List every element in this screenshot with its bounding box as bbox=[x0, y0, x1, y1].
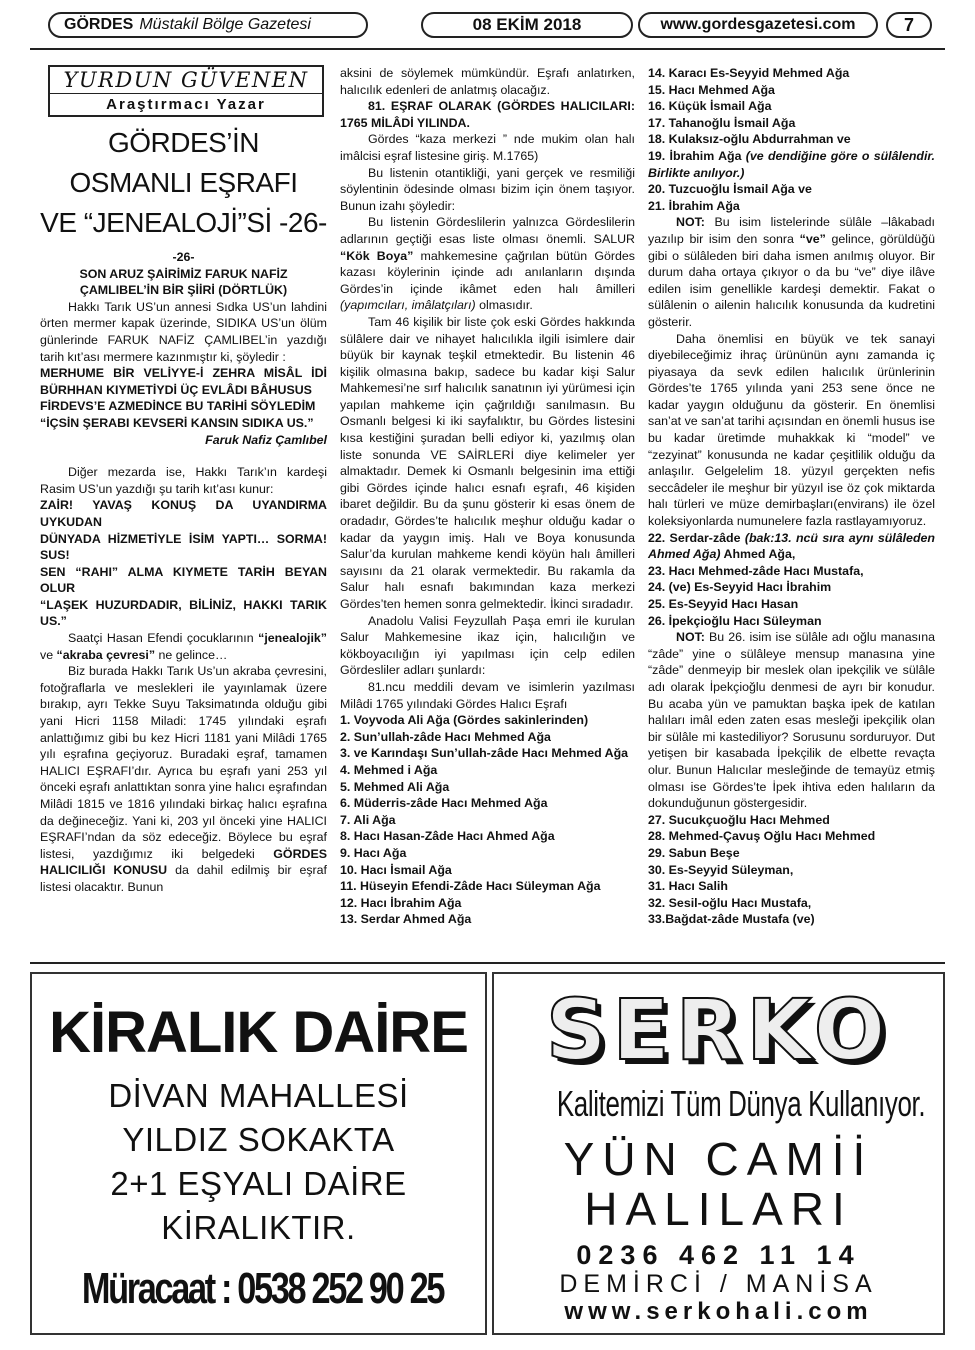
poem-line: SEN “RAHI” ALMA KIYMETE TARİH BEYAN OLUR bbox=[40, 564, 327, 596]
list-item: 4. Mehmed i Ağa bbox=[340, 762, 438, 777]
list-item: 5. Mehmed Ali Ağa bbox=[340, 779, 450, 794]
list-item bbox=[648, 530, 935, 563]
paper-tagline: Müstakil Bölge Gazetesi bbox=[139, 16, 311, 33]
poem-line: MERHUME BİR VELİYYE-İ ZEHRA MİSÂL İDİ BÜRHHAN KIYMETİYDİ ÜÇ EVLÂDI BÂHUSUS bbox=[40, 366, 327, 397]
masthead-name bbox=[48, 12, 368, 38]
paragraph: Tam 46 kişilik bir liste çok eski Gördes hakkında sülâlere dair ve nihayet halıcılıkla ilgili isimlere dair büyük bir kaynak teşkil etmektedir. Bu listenin 46 kişilik olmasına bakıp, sadece bu kadar kişi Salur Mahkemesi’ne sırf halıcılık sanatının iyi yürümesi için yapılan mahkeme için çağrıldığı sanılmasın. Bu Osmanlı belgesi ki iki sayfalıktır, bu Gördes listesini kısa kestiğini şuradan belli ediyor ki, yazılmış olan liste sonunda VE SAİRLERİ diye kelimeler yer almaktadır. Demek ki Osmanlı belgesinin ima ettiği gibi Gördes içinde halıcı esnafı eşrafı, 46 kişiden ibaret değildir. Bu da şunu gösterir ki esas önem de oradadır, Gördes’te halıcılık meşhur olduğu kadar o kadar da yaygın imiş. Halı ve Boya konusunda Salur’da kurulan mahkeme kendi köyün halı âmilleri sayısını da 21 olarak vermektedir. Bu rakamla da Salur halı esnafı bakımından kaza merkezi Gördes’ten hemen sonra gelmektedir. İkinci sıradadır. bbox=[340, 314, 635, 611]
paper-name: GÖRDES bbox=[64, 16, 134, 33]
serko-ad bbox=[492, 972, 945, 1335]
list-item: 17. Tahanoğlu İsmail Ağa bbox=[648, 115, 796, 130]
poem-author: Faruk Nafiz Çamlıbel bbox=[205, 432, 327, 447]
article-column-2 bbox=[340, 65, 635, 928]
poem-line: “LAŞEK HUZURDADIR, BİLİNİZ, HAKKI TARIK US.” bbox=[40, 597, 327, 629]
list-item: 25. Es-Seyyid Hacı Hasan bbox=[648, 597, 799, 611]
list-item bbox=[648, 148, 935, 181]
list-item: 11. Hüseyin Efendi-Zâde Hacı Süleyman Ağa bbox=[340, 879, 601, 894]
header-rule bbox=[30, 48, 945, 50]
text-run: (yapımcıları, imâlatçıları) bbox=[340, 298, 476, 313]
paragraph bbox=[40, 630, 327, 663]
section-number: -26- bbox=[172, 250, 195, 264]
serko-phone: 0236 462 11 14 bbox=[576, 1240, 861, 1270]
author-role: Araştırmacı Yazar bbox=[106, 96, 266, 113]
list-item: 3. ve Karındaşı Sun’ullah-zâde Hacı Mehmed Ağa bbox=[340, 746, 629, 761]
text-run: “ve” bbox=[799, 231, 826, 246]
serko-line: YÜN CAMİİ bbox=[563, 1133, 874, 1185]
serko-line: HALILARI bbox=[584, 1183, 853, 1235]
serko-website: www.serkohali.com bbox=[564, 1298, 873, 1325]
article-headline bbox=[40, 123, 327, 243]
list-item: 7. Ali Ağa bbox=[340, 812, 396, 827]
list-item: 21. İbrahim Ağa bbox=[648, 198, 740, 213]
paragraph: aksini de söylemek mümkündür. Eşrafı anlatırken, halıcılık edenleri de anlatmış olacağız. bbox=[340, 66, 635, 97]
list-item: 9. Hacı Ağa bbox=[340, 845, 407, 860]
text-run: “jenealojik” bbox=[258, 631, 327, 646]
text-run: Bu listenin Gördeslilerin yalnızca Gördeslilerin adlarının geçtiği esas liste olması önemli. SALUR bbox=[340, 215, 635, 246]
poem-line: FİRDEVS’E AZMEDİNCE BU TARİHİ SÖYLEDİM bbox=[40, 399, 316, 414]
list-item: 24. (ve) Es-Seyyid Hacı İbrahim bbox=[648, 580, 832, 595]
page-number: 7 bbox=[886, 12, 932, 38]
poem-line: ZAİR! YAVAŞ KONUŞ DA UYANDIRMA UYKUDAN bbox=[40, 498, 327, 529]
text-run: Biz burada Hakkı Tarık Us’un akraba çevresini, fotoğraflarla ve meslekleri ile yayınlamak üzere bırakıp, ayrı Tekke Suyu Taksimatında olduğu gibi yani Hicri 1158 Miladi: 1745 yılındaki eşrafı anlattığımız gibi bu kez Hicri 1181 yani Milâdi 1765 yılı eşrafına geçiyoruz. Buradaki eşraf, tamamen HALICI EŞRAFI’dır. Ayrıca bu eşrafı yani 253 yıl önceki eşrafı anlattıktan sonra yine halıcı eşrafından Milâdi 1815 ve 1816 yılındaki birkaç halıcı eşrafına da değineceğiz. Yani ki, 203 yıl önceki yine HALICI EŞRAFI’ndan da söz edeceğiz. Böylece bu eşraf listesi, yazdığımız iki belgedeki bbox=[40, 664, 327, 861]
rental-ad-line: 2+1 EŞYALI DAİRE bbox=[110, 1165, 407, 1202]
list-item: 31. Hacı Salih bbox=[648, 879, 728, 894]
article-column-1 bbox=[40, 65, 327, 896]
paragraph: Bu listenin otantikliği, yani gerçek ve resmiliği söylentinin ödesinde olması bizim için önem taşıyor. Bunun izahı şöyledir: bbox=[340, 165, 635, 213]
headline-line: GÖRDES’İN bbox=[107, 127, 260, 158]
paragraph: Gördes “kaza merkezi ” nde mukim olan halı imâlcisi eşraf listesine giriş. M.1765) bbox=[340, 132, 635, 163]
list-item: 28. Mehmed-Çavuş Oğlu Hacı Mehmed bbox=[648, 829, 876, 844]
text-run: mahkemesine çağrılan bütün Gördes kazası köylerinin içinde adı anılanların dışında Gördes’in içinde ikâmet eden halı âmilleri bbox=[340, 248, 635, 296]
list-item: 32. Sesil-oğlu Hacı Mustafa, bbox=[648, 895, 812, 910]
list-item: 8. Hacı Hasan-Zâde Hacı Ahmed Ağa bbox=[340, 829, 555, 844]
list-item: 15. Hacı Mehmed Ağa bbox=[648, 82, 775, 97]
section-heading: 81. EŞRAF OLARAK (GÖRDES HALICILARI: 1765 MİLÂDİ YILINDA. bbox=[340, 99, 635, 130]
text-run: gelince, görüldüğü gibi o sülâleden biri daha ismen anılmış oluyor. Bir durum daha ortaya çıkıyor o da bu “ve” diye ilâve edilen isim genellikle kardeşi demektir. Fakat o sülâlenin o ailenin halıcılık konusunda da kudretini gösterir. bbox=[648, 231, 935, 329]
text-run: 22. Serdar-zâde bbox=[648, 530, 741, 545]
text-run: (bak:13. ncü sıra aynı sülâleden Ahmed Ağa) bbox=[648, 530, 935, 562]
list-item: 27. Sucukçuoğlu Hacı Mehmed bbox=[648, 812, 830, 827]
list-item: 30. Es-Seyyid Süleyman, bbox=[648, 862, 794, 877]
rental-ad-line: KİRALIKTIR. bbox=[161, 1209, 356, 1246]
headline-line: VE “JENEALOJİ”Sİ -26- bbox=[40, 207, 327, 238]
paragraph: Anadolu Valisi Feyzullah Paşa emri ile kurulan Salur Mahkemesine ikaz için, halıcılığın ve kökboyacılığın iyi yapılması için celp edilen Gördesliler adları şunlardı: bbox=[340, 613, 635, 678]
list-item: 23. Hacı Mehmed-zâde Hacı Mustafa, bbox=[648, 563, 864, 578]
list-item: 33.Bağdat-zâde Mustafa (ve) bbox=[648, 912, 815, 927]
paragraph: 81.ncu meddili devam ve isimlerin yazılması Milâdi 1765 yılındaki Gördes Halıcı Eşrafı bbox=[340, 679, 635, 711]
text-run: da dahil edilmiş bir eşraf listesi olacaktır. Bunun bbox=[40, 863, 328, 894]
list-item: 1. Voyvoda Ali Ağa (Gördes sakinlerinden) bbox=[340, 713, 589, 728]
paragraph: Hakkı Tarık US’un annesi Sıdka US’un lahdini örten mermer kapak üzerinde, SIDIKA US’un ölüm günlerinde FARUK NAFİZ ÇAMLIBEL’in yazdığı tarih kıt’ası mermere kazınmıştır ki, şöyledir : bbox=[40, 299, 327, 364]
list-item: 13. Serdar Ahmed Ağa bbox=[340, 912, 472, 927]
paragraph: Diğer mezarda ise, Hakkı Tarık’ın kardeşi Rasim US’un yazdığı şu tarih kıt’ası kunur: bbox=[40, 465, 327, 496]
list-item: 12. Hacı İbrahim Ağa bbox=[340, 895, 462, 910]
list-item: 20. Tuzcuoğlu İsmail Ağa ve bbox=[648, 182, 812, 197]
list-item: 16. Küçük İsmail Ağa bbox=[648, 99, 772, 114]
poem-line: “İÇSİN ŞERABI KEVSERİ KANSIN SIDIKA US.” bbox=[40, 415, 314, 430]
rental-ad-title: KİRALIK DAİRE bbox=[49, 1000, 468, 1065]
serko-location: DEMİRCİ / MANİSA bbox=[559, 1270, 878, 1298]
text-run: Ahmed Ağa, bbox=[723, 547, 796, 562]
serko-logo: SERKO bbox=[545, 981, 892, 1079]
text-run: “Kök Boya” bbox=[340, 248, 414, 263]
text-run: ve bbox=[40, 647, 54, 662]
text-run: Saatçi Hasan Efendi çocuklarının bbox=[68, 631, 254, 646]
list-item: 6. Müderris-zâde Hacı Mehmed Ağa bbox=[340, 796, 548, 811]
article-column-3 bbox=[648, 65, 935, 928]
text-run: 19. İbrahim Ağa bbox=[648, 148, 742, 163]
rental-ad-line: YILDIZ SOKAKTA bbox=[122, 1121, 395, 1158]
note-paragraph bbox=[648, 629, 935, 812]
paragraph bbox=[340, 214, 635, 314]
headline-line: OSMANLI EŞRAFI bbox=[69, 167, 298, 198]
rental-ad bbox=[30, 972, 487, 1335]
list-item: 2. Sun’ullah-zâde Hacı Mehmed Ağa bbox=[340, 729, 551, 744]
list-item: 26. İpekçioğlu Hacı Süleyman bbox=[648, 613, 822, 628]
text-run: Bu isim listelerinde sülâle –lâkabadı yazılıp bir isim den sonra bbox=[648, 215, 935, 246]
note-label: NOT: bbox=[676, 215, 705, 230]
rental-ad-body bbox=[32, 1074, 485, 1250]
issue-date: 08 EKİM 2018 bbox=[421, 12, 633, 38]
text-run: (ve dendiğine göre o sülâlendir. Birlikte anılıyor.) bbox=[648, 148, 935, 180]
list-item: 18. Kulaksız-oğlu Abdurrahman ve bbox=[648, 132, 851, 147]
poem-line: DÜNYADA HİZMETİYLE İSİM YAPTI… SORMA! SUS! bbox=[40, 531, 327, 563]
text-run: ne gelince… bbox=[158, 647, 228, 662]
note-label: NOT: bbox=[676, 630, 705, 645]
text-run: Bu 26. isim ise sülâle adı oğlu manasına “zâde” yine o sülâleye mensup manasına yine “zâde” denmeyip bir meslek olan ipekçilik ve sülâle adı olarak İpekçioğlu denmesi de ayrı bir konudur. Bu acaba yün ve pamuktan başka ipek de katılan halıları imâl eden zaten esas mesleği ipekçilik olan bir sülâle mi kastediliyor? Sorusunu sorduruyor. Dut yetişen bir kasabada İpekçilik de elbette revaçta olur. Bunun Halıcılar mesleğinde de temayüz etmiş olması ise Gördes’te İpek ihtiva eden halıların da dokunduğunun göstergesidir. bbox=[648, 630, 936, 811]
text-run: “akraba çevresi” bbox=[56, 647, 156, 662]
note-paragraph bbox=[648, 214, 935, 330]
paper-website: www.gordesgazetesi.com bbox=[638, 12, 878, 38]
author-name: YURDUN GÜVENEN bbox=[50, 67, 322, 94]
text-run: GÖRDES HALICILIĞI KONUSU bbox=[40, 846, 327, 878]
rental-ad-line: DİVAN MAHALLESİ bbox=[108, 1077, 409, 1114]
list-item: 14. Karacı Es-Seyyid Mehmed Ağa bbox=[648, 66, 850, 80]
author-box bbox=[48, 65, 324, 117]
list-item: 10. Hacı İsmail Ağa bbox=[340, 862, 452, 877]
text-run: olmasıdır. bbox=[479, 298, 533, 313]
paragraph bbox=[40, 663, 327, 895]
section-heading: SON ARUZ ŞAİRİMİZ FARUK NAFİZ ÇAMLIBEL’İN BİR ŞİİRİ (DÖRTLÜK) bbox=[79, 266, 288, 298]
paragraph: Daha önemlisi en büyük ve tek sanayi diyebileceğimiz ihraç ürününün aynı zamanda iç piyasaya da sevk edilen halıcılık ürünlerinin Gördes’te 1765 yılında yani 253 sene önce ne kadar yaygın olduğunu da gösterir. En önemlisi san’at ve san’at tarihi açısından en önemli husus ise bu kadar üretimde muhakkak ki “model” ve “zezyinat” konusunda ne kadar çeşitlilik olduğu da anlaşılır. Gelgelelim 18. yüzyıl gerçekten nefis seccâdeler ile meşhur bir yüzyıl ise öz çok miktarda halı türleri ve müze demirbaşları(envirans) ile özel koleksiyonlarda numunelere fazla rastlayamıyoruz. bbox=[648, 331, 935, 529]
ads-rule bbox=[30, 962, 945, 964]
list-item: 29. Sabun Beşe bbox=[648, 845, 740, 860]
serko-slogan: Kalitemizi Tüm Dünya Kullanıyor. bbox=[556, 1083, 926, 1124]
rental-ad-contact: Müracaat : 0538 252 90 25 bbox=[81, 1264, 444, 1313]
